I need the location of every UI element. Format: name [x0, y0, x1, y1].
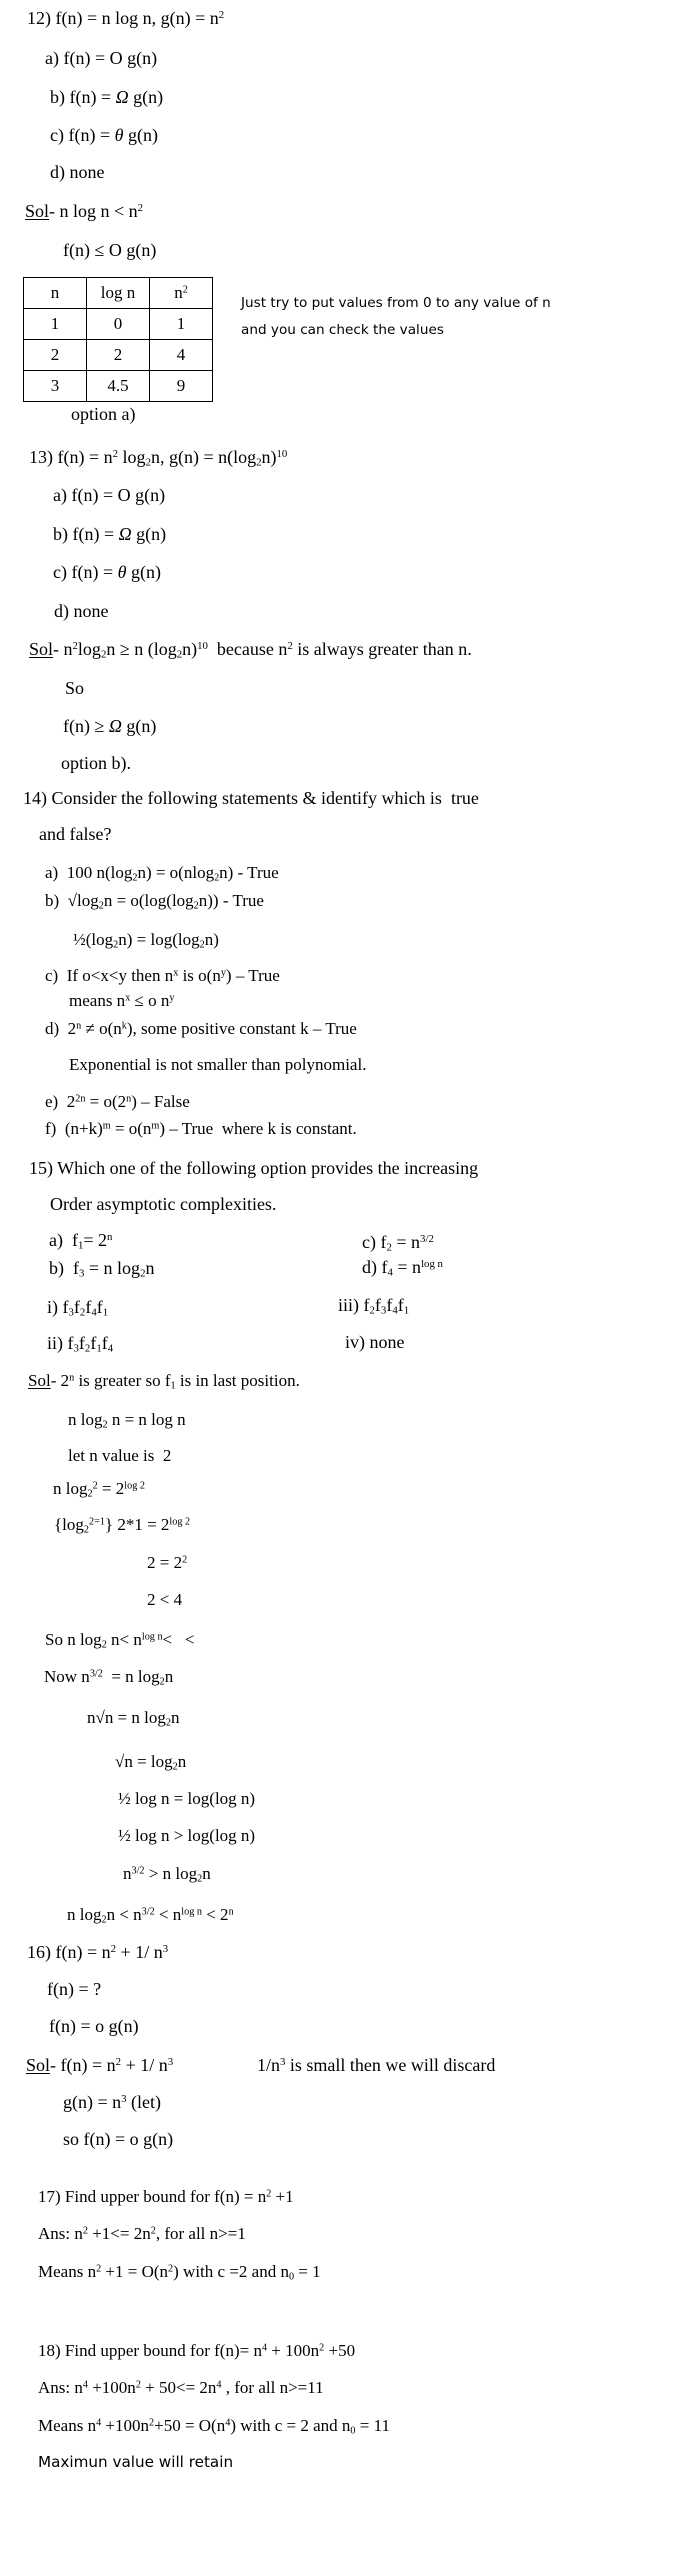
- q16-line: f(n) = o g(n): [49, 2016, 139, 2036]
- math-fragment: θ: [117, 562, 127, 582]
- math-fragment: 2: [199, 939, 205, 951]
- table-header-cell: log n: [87, 278, 150, 309]
- math-fragment: 2: [110, 1943, 117, 1956]
- math-fragment: 2=1: [88, 1516, 105, 1528]
- q18-question: 18) Find upper bound for $f(n)= n^4 + 100n^2 +50$: [38, 2341, 356, 2360]
- math-fragment: 4: [392, 1304, 398, 1317]
- math-fragment: 2: [369, 1304, 375, 1317]
- q15-solution-line: n $\log_2 n = n$ log n: [68, 1410, 186, 1431]
- math-fragment: 2: [149, 2417, 155, 2429]
- math-fragment: 2: [101, 1914, 107, 1926]
- math-fragment: 2: [145, 456, 151, 469]
- math-fragment: n: [76, 1020, 82, 1032]
- q14-item-b: b) $√\log_2n = o(\log(\log_2n))$ - True: [45, 891, 264, 912]
- math-fragment: Ω: [108, 716, 122, 736]
- math-fragment: 2: [100, 648, 107, 661]
- math-fragment: 4: [216, 2379, 222, 2391]
- q15-function-c: c) $f_2 = n^{3/2}$: [362, 1232, 434, 1254]
- math-fragment: y: [169, 992, 175, 1004]
- math-fragment: 3: [162, 1943, 169, 1956]
- q18-answer: Ans: $n^4 +100n^2 + 50<= 2n^4$ , for all n>=11: [38, 2378, 324, 2397]
- q14-item-b-note: $\frac{1}{2}(\log_2n) = \log(\log_2n)$: [73, 930, 219, 951]
- math-fragment: 2: [172, 1761, 178, 1773]
- table-row: [24, 340, 213, 371]
- q15-solution-line: n√n = n $\log_2n$: [87, 1708, 180, 1729]
- math-fragment: y: [220, 967, 226, 979]
- q15-solution-line: Sol- 2$^n$ is greater so $f_1$ is in last position.: [28, 1371, 300, 1392]
- math-fragment: 2: [112, 448, 119, 461]
- q15-choice-i: i) $f_3f_2f_4f_1$: [47, 1297, 109, 1319]
- sol-label: Sol: [25, 201, 50, 221]
- q15-solution-line: n $\log_2^2 = 2^{log 2}$: [53, 1479, 145, 1500]
- math-fragment: 2: [92, 1480, 98, 1492]
- q13-option-a: a) f(n) = O g(n): [53, 485, 166, 505]
- q12-solution-line: f(n) ≤ O g(n): [63, 240, 157, 260]
- math-fragment: 3: [167, 2056, 174, 2069]
- math-fragment: n: [107, 1231, 113, 1244]
- q15-solution-line: Now $n^{3/2} = n$ $\log_2n$: [44, 1667, 174, 1688]
- math-fragment: 4: [96, 2417, 102, 2429]
- math-fragment: 3/2: [131, 1865, 145, 1877]
- math-fragment: 2: [101, 1639, 107, 1651]
- math-fragment: 2: [140, 1267, 146, 1280]
- math-fragment: 2: [193, 900, 199, 912]
- q16-solution-line: so f(n) = o g(n): [63, 2129, 174, 2149]
- math-fragment: 2: [102, 1419, 108, 1431]
- math-fragment: log 2: [169, 1516, 191, 1528]
- math-fragment: 2: [84, 1342, 91, 1355]
- math-fragment: 10: [276, 448, 288, 461]
- q15-choice-ii: ii) $f_3f_2f_1f_4$: [47, 1333, 114, 1355]
- math-fragment: 2: [115, 2056, 122, 2069]
- math-fragment: 2: [159, 1676, 165, 1688]
- math-fragment: 2: [197, 1873, 203, 1885]
- q16-note: $1/n^3$ is small then we will discard: [257, 2055, 496, 2075]
- math-fragment: 1: [403, 1304, 410, 1317]
- math-fragment: m: [102, 1120, 111, 1132]
- math-fragment: 2: [168, 2263, 174, 2275]
- math-fragment: 3: [280, 2056, 286, 2069]
- q15-function-b: b) $f_3 = n$ $\log_2n$: [49, 1258, 155, 1280]
- q16-solution-line: $g(n) = n^3$ (let): [63, 2092, 162, 2112]
- table-row: [24, 309, 213, 340]
- math-fragment: 2: [386, 1241, 392, 1254]
- q14-item-d-note: Exponential is not smaller than polynomial.: [69, 1055, 367, 1074]
- math-fragment: k: [121, 1020, 127, 1032]
- q15-question: 15) Which one of the following option provides the increasing: [29, 1158, 479, 1178]
- math-fragment: 2: [132, 872, 138, 884]
- table-header-row: [24, 278, 213, 309]
- math-fragment: 0: [350, 2425, 356, 2437]
- table-cell: 1: [24, 309, 87, 340]
- table-row: [24, 371, 213, 402]
- math-fragment: 3: [121, 2093, 127, 2106]
- q15-solution-line: let n value is 2: [68, 1446, 172, 1465]
- math-fragment: 4: [91, 1306, 97, 1319]
- math-fragment: 2: [87, 1488, 93, 1500]
- q15-solution-line: $√n = \log_2n$: [115, 1752, 187, 1773]
- q12-note-line: and you can check the values: [241, 322, 444, 338]
- math-fragment: 2: [287, 640, 293, 653]
- q13-solution-line: f(n) ≥ Ω g(n): [63, 716, 157, 736]
- math-fragment: 2: [137, 202, 144, 215]
- sol-label: Sol: [28, 1371, 51, 1390]
- q13-question: 13) $f(n) = n^2$ $\log_2n$, $g(n) = n(\log_2n)^{10}$: [29, 447, 288, 469]
- q14-item-a: a) 100 $n(\log_2n) = o(nlog_2n)$ - True: [45, 863, 279, 884]
- math-fragment: 3/2: [141, 1906, 155, 1918]
- math-fragment: 3: [73, 1342, 79, 1355]
- q13-option-b: b) f(n) = Ω g(n): [53, 524, 167, 544]
- q12-solution-line: Sol- n $\log n < n^2$: [25, 201, 144, 221]
- math-fragment: log n: [141, 1631, 163, 1643]
- math-fragment: 2: [266, 2188, 272, 2200]
- math-fragment: 3/2: [89, 1668, 103, 1680]
- q12-answer: option a): [71, 404, 136, 424]
- q14-item-f: f) $(n+k)^m = o(n^m)$ – True where k is constant.: [45, 1119, 357, 1138]
- math-fragment: 4: [82, 2379, 88, 2391]
- q15-conclusion: n $\log_2n < n^{3/2} < n^{log n} < 2^n$: [67, 1905, 234, 1926]
- math-fragment: θ: [114, 125, 124, 145]
- q13-answer: option b).: [61, 753, 131, 773]
- table-cell: 0: [87, 309, 150, 340]
- q14-question-cont: and false?: [39, 824, 112, 844]
- math-fragment: 2: [82, 2225, 88, 2237]
- q13-option-c: c) f(n) = θ g(n): [53, 562, 161, 582]
- math-fragment: log 2: [124, 1480, 145, 1492]
- q16-solution-line: Sol- $f(n) = n^2 + 1/$ $n^3$: [26, 2055, 174, 2075]
- math-fragment: 0: [288, 2271, 295, 2283]
- q14-item-e: e) $2^{2n} = o(2^n)$ – False: [45, 1092, 190, 1111]
- q12-option-b: b) f(n) = Ω g(n): [50, 87, 164, 107]
- math-fragment: 2: [150, 2225, 156, 2237]
- math-fragment: 2: [256, 456, 262, 469]
- math-fragment: 2: [218, 9, 225, 22]
- math-fragment: 4: [107, 1342, 114, 1355]
- math-fragment: 2: [79, 1306, 86, 1319]
- table-cell: 3: [24, 371, 87, 402]
- q15-solution-line: ½ log n > log(log n): [118, 1826, 256, 1845]
- math-fragment: Ω: [118, 524, 132, 544]
- q18-remark: Maximun value will retain: [38, 2453, 234, 2471]
- q15-choice-iv: iv) none: [345, 1332, 405, 1352]
- sol-label: Sol: [29, 639, 54, 659]
- q15-choice-iii: iii) $f_2f_3f_4f_1$: [338, 1295, 410, 1317]
- math-fragment: n: [228, 1906, 234, 1918]
- math-fragment: 2: [214, 872, 220, 884]
- table-cell: 4: [150, 340, 213, 371]
- math-fragment: 2: [98, 900, 104, 912]
- math-fragment: n: [69, 1372, 75, 1384]
- math-fragment: Ω: [115, 87, 129, 107]
- q15-solution-line: ½ log n = log(log n): [118, 1789, 256, 1808]
- math-fragment: 4: [261, 2342, 268, 2354]
- q17-means: Means $n^2 +1 = O(n^2)$ with c =2 and $n_0 = 1$: [38, 2262, 321, 2283]
- math-fragment: 2: [182, 284, 188, 296]
- table-cell: 1: [150, 309, 213, 340]
- table-cell: 4.5: [87, 371, 150, 402]
- math-fragment: 3: [79, 1267, 85, 1280]
- q13-solution-line: Sol- $n^2\log_2n \ge n$ $(\log_2n)^{10}$ because $n^2$ is always greater than n.: [29, 639, 472, 661]
- math-fragment: log n: [421, 1258, 443, 1271]
- math-fragment: 1: [96, 1342, 102, 1355]
- math-fragment: 2: [96, 2263, 102, 2275]
- math-fragment: 3: [380, 1304, 387, 1317]
- q15-solution-line: $\{\log_2^{2=1}\} 2*1 = 2^{log 2}$: [54, 1515, 191, 1536]
- q15-solution-line: So n $\log_2 n< n^{log n}<$ <: [45, 1630, 195, 1651]
- q14-item-c-note: means $n^x \le o$ $n^y$: [69, 991, 175, 1010]
- table-cell: 2: [24, 340, 87, 371]
- math-fragment: m: [151, 1120, 160, 1132]
- table-cell: 9: [150, 371, 213, 402]
- sol-label: Sol: [26, 2055, 51, 2075]
- math-fragment: 2: [135, 2379, 141, 2391]
- math-fragment: 1: [170, 1380, 176, 1392]
- math-fragment: 2: [165, 1717, 171, 1729]
- math-fragment: 3: [68, 1306, 74, 1319]
- q14-item-d: d) $2^n \ne o(n^k)$, some positive constant k – True: [45, 1019, 357, 1038]
- q12-question: 12) f(n) = n log n, $g(n) = n^2$: [27, 8, 225, 28]
- table-header-cell: $n^2$: [150, 278, 213, 309]
- q17-answer: Ans: $n^2 +1<= 2n^2$, for all n>=1: [38, 2224, 246, 2243]
- q15-question-cont: Order asymptotic complexities.: [50, 1194, 277, 1214]
- q15-function-d: d) $f_4 = n^{log n}$: [362, 1257, 443, 1279]
- q12-option-c: c) f(n) = θ g(n): [50, 125, 158, 145]
- q13-option-d: d) none: [54, 601, 109, 621]
- math-fragment: 1: [102, 1306, 109, 1319]
- q13-solution-line: So: [65, 678, 85, 698]
- math-fragment: n: [126, 1093, 132, 1105]
- math-fragment: 4: [387, 1266, 393, 1279]
- q15-solution-line: $n^{3/2} > n$ $\log_2n$: [123, 1864, 211, 1885]
- math-fragment: 1: [77, 1239, 84, 1252]
- q17-question: 17) Find upper bound for $f(n) = n^2 +1$: [38, 2187, 294, 2206]
- math-fragment: 4: [225, 2417, 231, 2429]
- math-fragment: 2: [176, 648, 183, 661]
- q14-question: 14) Consider the following statements & identify which is true: [23, 788, 479, 808]
- math-fragment: 2: [113, 939, 119, 951]
- q12-option-a: a) f(n) = O g(n): [45, 48, 158, 68]
- q16-line: f(n) = ?: [47, 1979, 102, 1999]
- q18-means: Means $n^4 +100n^2+50 = O(n^4)$ with c = 2 and $n_0 = 11$: [38, 2416, 390, 2437]
- table-header-cell: n: [24, 278, 87, 309]
- q15-solution-line: $2 = 2^2$: [147, 1553, 188, 1572]
- math-fragment: x: [173, 967, 179, 979]
- q16-question: 16) $f(n) = n^2 + 1/$ $n^3$: [27, 1942, 169, 1962]
- q12-option-d: d) none: [50, 162, 105, 182]
- table-cell: 2: [87, 340, 150, 371]
- math-fragment: 2: [83, 1524, 89, 1536]
- math-fragment: 10: [197, 640, 208, 653]
- q12-note-line: Just try to put values from 0 to any value of n: [241, 295, 551, 311]
- q15-solution-line: 2 < 4: [147, 1590, 183, 1609]
- q15-function-a: a) $f_1= 2^n$: [49, 1230, 113, 1252]
- q14-item-c: c) If o<x<y then $n^x$ is $o(n^y)$ – True: [45, 966, 280, 985]
- values-table: [23, 277, 213, 402]
- math-fragment: 2n: [75, 1093, 86, 1105]
- math-fragment: 2: [319, 2342, 325, 2354]
- math-fragment: 3/2: [420, 1233, 434, 1246]
- math-fragment: x: [125, 992, 131, 1004]
- math-fragment: 2: [72, 640, 78, 653]
- math-fragment: 2: [182, 1554, 188, 1566]
- math-fragment: log n: [181, 1906, 202, 1918]
